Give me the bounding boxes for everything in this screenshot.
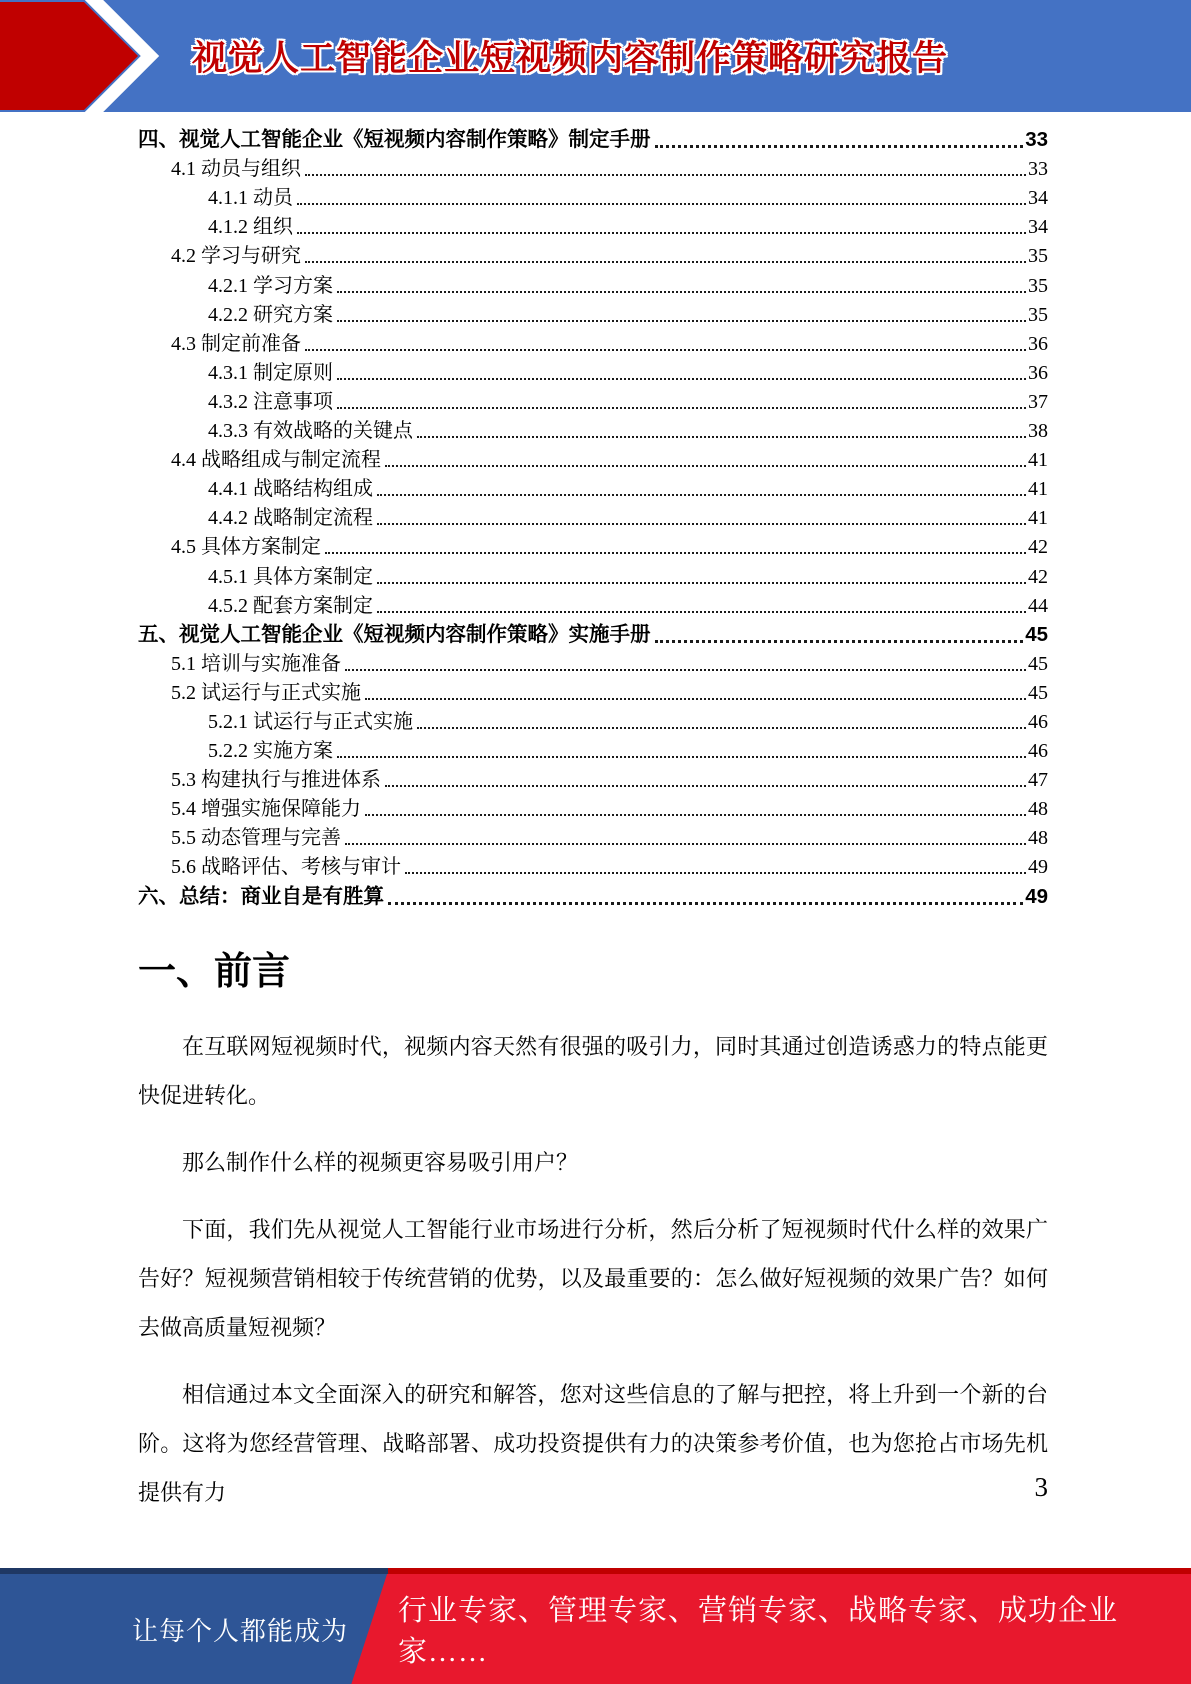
toc-entry-page: 35 [1028,274,1048,297]
toc-entry-label: 5.2.1 试运行与正式实施 [208,710,413,733]
toc-entry-label: 5.4 增强实施保障能力 [171,798,361,821]
footer-banner [0,1574,1191,1684]
toc-entry[interactable] [138,472,1048,501]
toc-entry-label: 五、视觉人工智能企业《短视频内容制作策略》实施手册 [138,622,651,646]
dot-leader [377,611,1026,613]
dot-leader [305,261,1026,263]
toc-entry-page: 42 [1028,536,1048,559]
section-heading: 一、前言 [138,951,291,993]
toc-entry-label: 4.2.1 学习方案 [208,274,333,297]
toc-entry-page: 45 [1025,622,1048,646]
dot-leader [417,436,1026,438]
toc-entry[interactable] [138,734,1048,763]
toc-entry-page: 36 [1028,332,1048,355]
toc-entry-page: 35 [1028,245,1048,268]
toc-entry[interactable] [138,443,1048,472]
toc-entry[interactable] [138,705,1048,734]
toc-entry-page: 35 [1028,303,1048,326]
dot-leader [305,174,1026,176]
table-of-contents [138,123,1048,909]
toc-entry[interactable] [138,268,1048,297]
toc-entry-page: 44 [1028,594,1048,617]
toc-entry-page: 33 [1028,158,1048,181]
toc-entry-page: 38 [1028,420,1048,443]
toc-entry[interactable] [138,181,1048,210]
toc-entry[interactable] [138,589,1048,618]
body-paragraph: 那么制作什么样的视频更容易吸引用户？ [182,1150,579,1175]
dot-leader [325,552,1026,554]
toc-entry-page: 34 [1028,216,1048,239]
toc-entry-page: 48 [1028,798,1048,821]
toc-entry[interactable] [138,327,1048,356]
toc-entry-label: 4.5.2 配套方案制定 [208,594,373,617]
page-footer [0,1568,1191,1684]
toc-entry-label: 5.5 动态管理与完善 [171,827,341,850]
toc-entry-label: 4.4.1 战略结构组成 [208,478,373,501]
toc-entry-page: 41 [1028,449,1048,472]
footer-slogan-left: 让每个人都能成为 [131,1616,348,1646]
toc-entry[interactable] [138,530,1048,559]
toc-entry-page: 42 [1028,565,1048,588]
dot-leader [377,494,1026,496]
toc-entry-label: 四、视觉人工智能企业《短视频内容制作策略》制定手册 [138,128,651,152]
toc-entry[interactable] [138,210,1048,239]
toc-entry-label: 5.2.2 实施方案 [208,740,333,763]
body-paragraph: 在互联网短视频时代，视频内容天然有很强的吸引力，同时其通过创造诱惑力的特点能更快促进转化。 [138,1034,1048,1108]
body-paragraph: 下面，我们先从视觉人工智能行业市场进行分析，然后分析了短视频时代什么样的效果广告好？短视频营销相较于传统营销的优势，以及最重要的：怎么做好短视频的效果广告？如何去做高质量短视频？ [138,1217,1048,1340]
toc-entry-label: 4.5 具体方案制定 [171,536,321,559]
page-header [0,0,1191,112]
toc-entry-page: 45 [1028,652,1048,675]
dot-leader [305,349,1026,351]
toc-entry[interactable] [138,152,1048,181]
toc-entry-label: 4.1.2 组织 [208,216,293,239]
toc-entry[interactable] [138,792,1048,821]
toc-entry-label: 4.3.2 注意事项 [208,390,333,413]
toc-entry-label: 5.3 构建执行与推进体系 [171,769,381,792]
dot-leader [337,378,1026,380]
dot-leader [385,465,1026,467]
dot-leader [297,232,1026,234]
toc-entry-label: 4.1 动员与组织 [171,158,301,181]
section-body [138,1022,1048,1535]
dot-leader [405,872,1026,874]
toc-entry-label: 4.3 制定前准备 [171,332,301,355]
toc-entry-page: 36 [1028,361,1048,384]
toc-entry-page: 34 [1028,187,1048,210]
toc-entry[interactable] [138,239,1048,268]
toc-entry[interactable] [138,559,1048,588]
dot-leader [337,756,1026,758]
toc-entry-label: 4.2 学习与研究 [171,245,301,268]
dot-leader [385,785,1026,787]
toc-entry-label: 5.2 试运行与正式实施 [171,681,361,704]
toc-entry[interactable] [138,501,1048,530]
toc-entry-page: 46 [1028,710,1048,733]
toc-entry-page: 37 [1028,390,1048,413]
dot-leader [655,145,1024,148]
toc-entry[interactable] [138,385,1048,414]
dot-leader [365,698,1026,700]
toc-entry-page: 41 [1028,507,1048,530]
toc-entry-page: 47 [1028,769,1048,792]
report-title: 视觉人工智能企业短视频内容制作策略研究报告 [191,39,948,78]
toc-entry-page: 45 [1028,681,1048,704]
toc-entry-label: 4.4 战略组成与制定流程 [171,449,381,472]
dot-leader [337,291,1026,293]
dot-leader [345,669,1026,671]
toc-entry-page: 33 [1025,128,1048,152]
toc-entry-label: 4.5.1 具体方案制定 [208,565,373,588]
toc-entry-page: 49 [1025,884,1048,908]
toc-entry[interactable] [138,821,1048,850]
footer-slogan-right: 行业专家、管理专家、营销专家、战略专家、成功企业家…… [398,1595,1119,1668]
toc-entry[interactable] [138,356,1048,385]
toc-entry-label: 4.4.2 战略制定流程 [208,507,373,530]
toc-entry[interactable] [138,298,1048,327]
body-paragraph: 相信通过本文全面深入的研究和解答，您对这些信息的了解与把控，将上升到一个新的台阶。这将为您经营管理、战略部署、成功投资提供有力的决策参考价值，也为您抢占市场先机提供有力 [138,1382,1048,1505]
toc-entry-label: 5.1 培训与实施准备 [171,652,341,675]
toc-entry-page: 41 [1028,478,1048,501]
toc-entry[interactable] [138,123,1048,152]
dot-leader [377,582,1026,584]
dot-leader [655,640,1024,643]
toc-entry-label: 4.3.1 制定原则 [208,361,333,384]
toc-entry-page: 49 [1028,856,1048,879]
toc-entry-label: 4.1.1 动员 [208,187,293,210]
dot-leader [388,902,1023,905]
dot-leader [337,407,1026,409]
toc-entry[interactable] [138,647,1048,676]
dot-leader [365,814,1026,816]
dot-leader [417,727,1026,729]
toc-entry-label: 5.6 战略评估、考核与审计 [171,856,401,879]
toc-entry-page: 48 [1028,827,1048,850]
toc-entry[interactable] [138,414,1048,443]
dot-leader [345,843,1026,845]
toc-entry[interactable] [138,850,1048,879]
toc-entry-page: 46 [1028,740,1048,763]
toc-entry[interactable] [138,676,1048,705]
toc-entry[interactable] [138,879,1048,908]
toc-entry-label: 六、总结：商业自是有胜算 [138,884,384,908]
dot-leader [297,203,1026,205]
page-number: 3 [1034,1472,1048,1502]
toc-entry-label: 4.2.2 研究方案 [208,303,333,326]
dot-leader [377,523,1026,525]
dot-leader [337,320,1026,322]
toc-entry[interactable] [138,763,1048,792]
toc-entry-label: 4.3.3 有效战略的关键点 [208,420,413,443]
toc-entry[interactable] [138,618,1048,647]
